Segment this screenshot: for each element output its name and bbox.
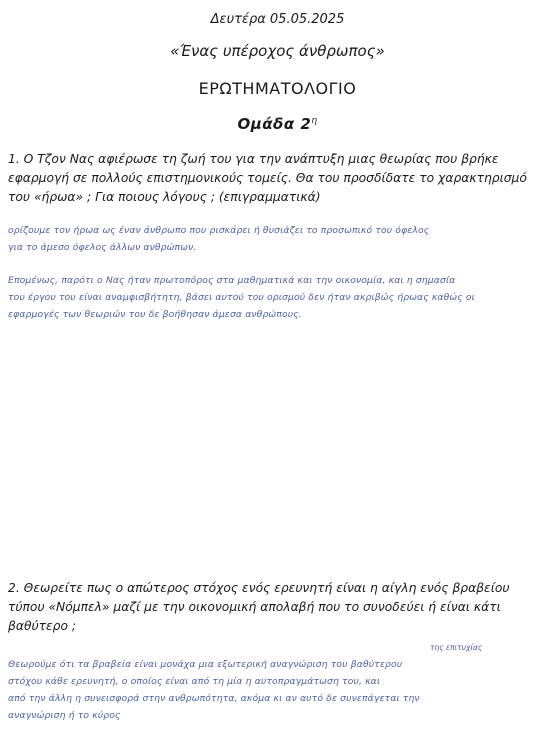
document-subtitle: ΕΡΩΤΗΜΑΤΟΛΟΓΙΟ [198,79,357,98]
question-2: 2. Θεωρείτε πως ο απώτερος στόχος ενός ερευνητή είναι η αίγλη ενός βραβείου τύπου «Νόμπελ» μαζί με την οικονομική απολαβή που το συνοδεύει ή είναι κάτι βαθύτερο ; [8,581,510,633]
handwritten-line: για το άμεσο όφελος άλλων ανθρώπων. [8,242,197,253]
handwritten-line: αναγνώριση ή το κύρος [8,710,121,721]
handwritten-line: ορίζουμε τον ήρωα ως έναν άνθρωπο που ρισκάρει ή θυσιάζει το προσωπικό του όφελος [8,225,430,236]
answer-1-paragraph-2 [8,272,550,323]
handwritten-line: Επομένως, παρότι ο Νας ήταν πρωτοπόρος στα μαθηματικά και την οικονομία, και η σημασία [8,275,456,286]
handwritten-line: από την άλλη η συνεισφορά στην ανθρωπότητα, ακόμα κι αν αυτό δε συνεπάγεται την [8,693,420,704]
handwritten-line: Θεωρούμε ότι τα βραβεία είναι μονάχα μια εξωτερική αναγνώριση του βαθύτερου [8,659,403,670]
group-superscript: η [311,116,318,126]
answer-1-paragraph-1 [8,222,550,256]
document-title: «Ένας υπέροχος άνθρωπος» [170,42,385,60]
group-label [0,115,555,133]
handwritten-insert-note: της επιτυχίας [430,643,483,652]
group-text: Ομάδα 2 [237,115,312,133]
handwritten-line: εφαρμογές των θεωριών του δε βοήθησαν άμεσα ανθρώπους. [8,309,302,320]
question-1: 1. Ο Τζον Νας αφιέρωσε τη ζωή του για την ανάπτυξη μιας θεωρίας που βρήκε εφαρμογή σε πολλούς επιστημονικούς τομείς. Θα του προσδίδατε το χαρακτηρισμό του «ήρωα» ; Για ποιους λόγους ; (επιγραμματικά) [8,152,527,204]
handwritten-line: του έργου του είναι αναμφισβήτητη, βάσει αυτού του ορισμού δεν ήταν ακριβώς ήρωας καθώς οι [8,292,475,303]
handwritten-line: στόχου κάθε ερευνητή, ο οποίος είναι από τη μία η αυτοπραγμάτωση του, και [8,676,381,687]
answer-2 [8,656,550,724]
date-line: Δευτέρα 05.05.2025 [210,12,345,27]
